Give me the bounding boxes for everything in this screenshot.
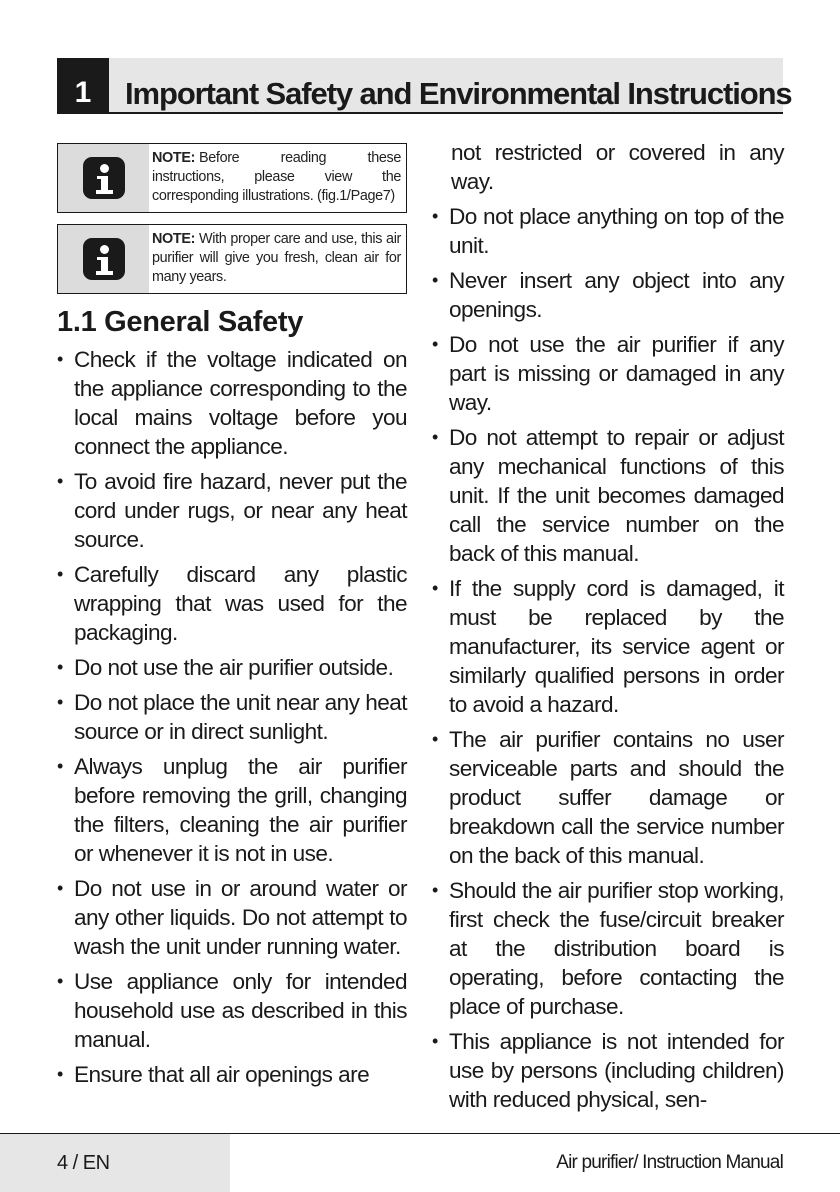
note-icon-box — [58, 225, 149, 293]
note-body: Before reading these instructions, please view the corresponding illustrations. (fig.1/Page7) — [152, 150, 401, 204]
note-label: NOTE: — [152, 150, 196, 166]
footer-page-box — [0, 1134, 230, 1192]
note-text — [149, 225, 406, 293]
list-item: • Ensure that all air openings are — [57, 1060, 407, 1089]
list-item: • Never insert any object into any openings. — [432, 266, 784, 324]
info-icon — [83, 238, 125, 280]
page-number: 4 / EN — [57, 1152, 110, 1174]
list-item: • To avoid fire hazard, never put the cord under rugs, or near any heat source. — [57, 467, 407, 554]
left-column — [57, 143, 407, 1095]
note-text — [149, 144, 406, 212]
list-item-continuation: not restricted or covered in any way. — [451, 140, 784, 194]
chapter-number: 1 — [57, 58, 109, 112]
list-item: • Check if the voltage indicated on the appliance corresponding to the local mains voltage before you connect the appliance. — [57, 345, 407, 461]
note-box — [57, 143, 407, 213]
chapter-title: Important Safety and Environmental Instructions — [125, 76, 792, 111]
list-item: • Do not use in or around water or any other liquids. Do not attempt to wash the unit under running water. — [57, 874, 407, 961]
list-item: • Do not attempt to repair or adjust any mechanical functions of this unit. If the unit becomes damaged call the service number on the back of this manual. — [432, 423, 784, 568]
note-icon-box — [58, 144, 149, 212]
list-item: • If the supply cord is damaged, it must be replaced by the manufacturer, its service agent or similarly qualified persons in order to avoid a hazard. — [432, 574, 784, 719]
safety-list-left — [57, 345, 407, 1089]
list-item: • Should the air purifier stop working, first check the fuse/circuit breaker at the distribution board is operating, before contacting the place of purchase. — [432, 876, 784, 1021]
chapter-header — [57, 58, 792, 114]
list-item: • Use appliance only for intended household use as described in this manual. — [57, 967, 407, 1054]
list-item: • Do not place anything on top of the unit. — [432, 202, 784, 260]
list-item: • Carefully discard any plastic wrapping that was used for the packaging. — [57, 560, 407, 647]
info-icon — [83, 157, 125, 199]
right-column — [432, 138, 784, 1120]
list-item: • The air purifier contains no user serviceable parts and should the product suffer damage or breakdown call the service number on the back of this manual. — [432, 725, 784, 870]
section-title: 1.1 General Safety — [57, 306, 304, 338]
note-body: With proper care and use, this air purifier will give you fresh, clean air for many years. — [152, 231, 401, 285]
list-item: • Do not place the unit near any heat source or in direct sunlight. — [57, 688, 407, 746]
list-item: • Always unplug the air purifier before removing the grill, changing the filters, cleaning the air purifier or whenever it is not in use. — [57, 752, 407, 868]
safety-list-right — [432, 202, 784, 1114]
footer-doc-title: Air purifier/ Instruction Manual — [556, 1152, 783, 1173]
list-item: • This appliance is not intended for use by persons (including children) with reduced physical, sen- — [432, 1027, 784, 1114]
list-item: • Do not use the air purifier outside. — [57, 653, 407, 682]
note-label: NOTE: — [152, 231, 196, 247]
list-item: • Do not use the air purifier if any part is missing or damaged in any way. — [432, 330, 784, 417]
note-box — [57, 224, 407, 294]
